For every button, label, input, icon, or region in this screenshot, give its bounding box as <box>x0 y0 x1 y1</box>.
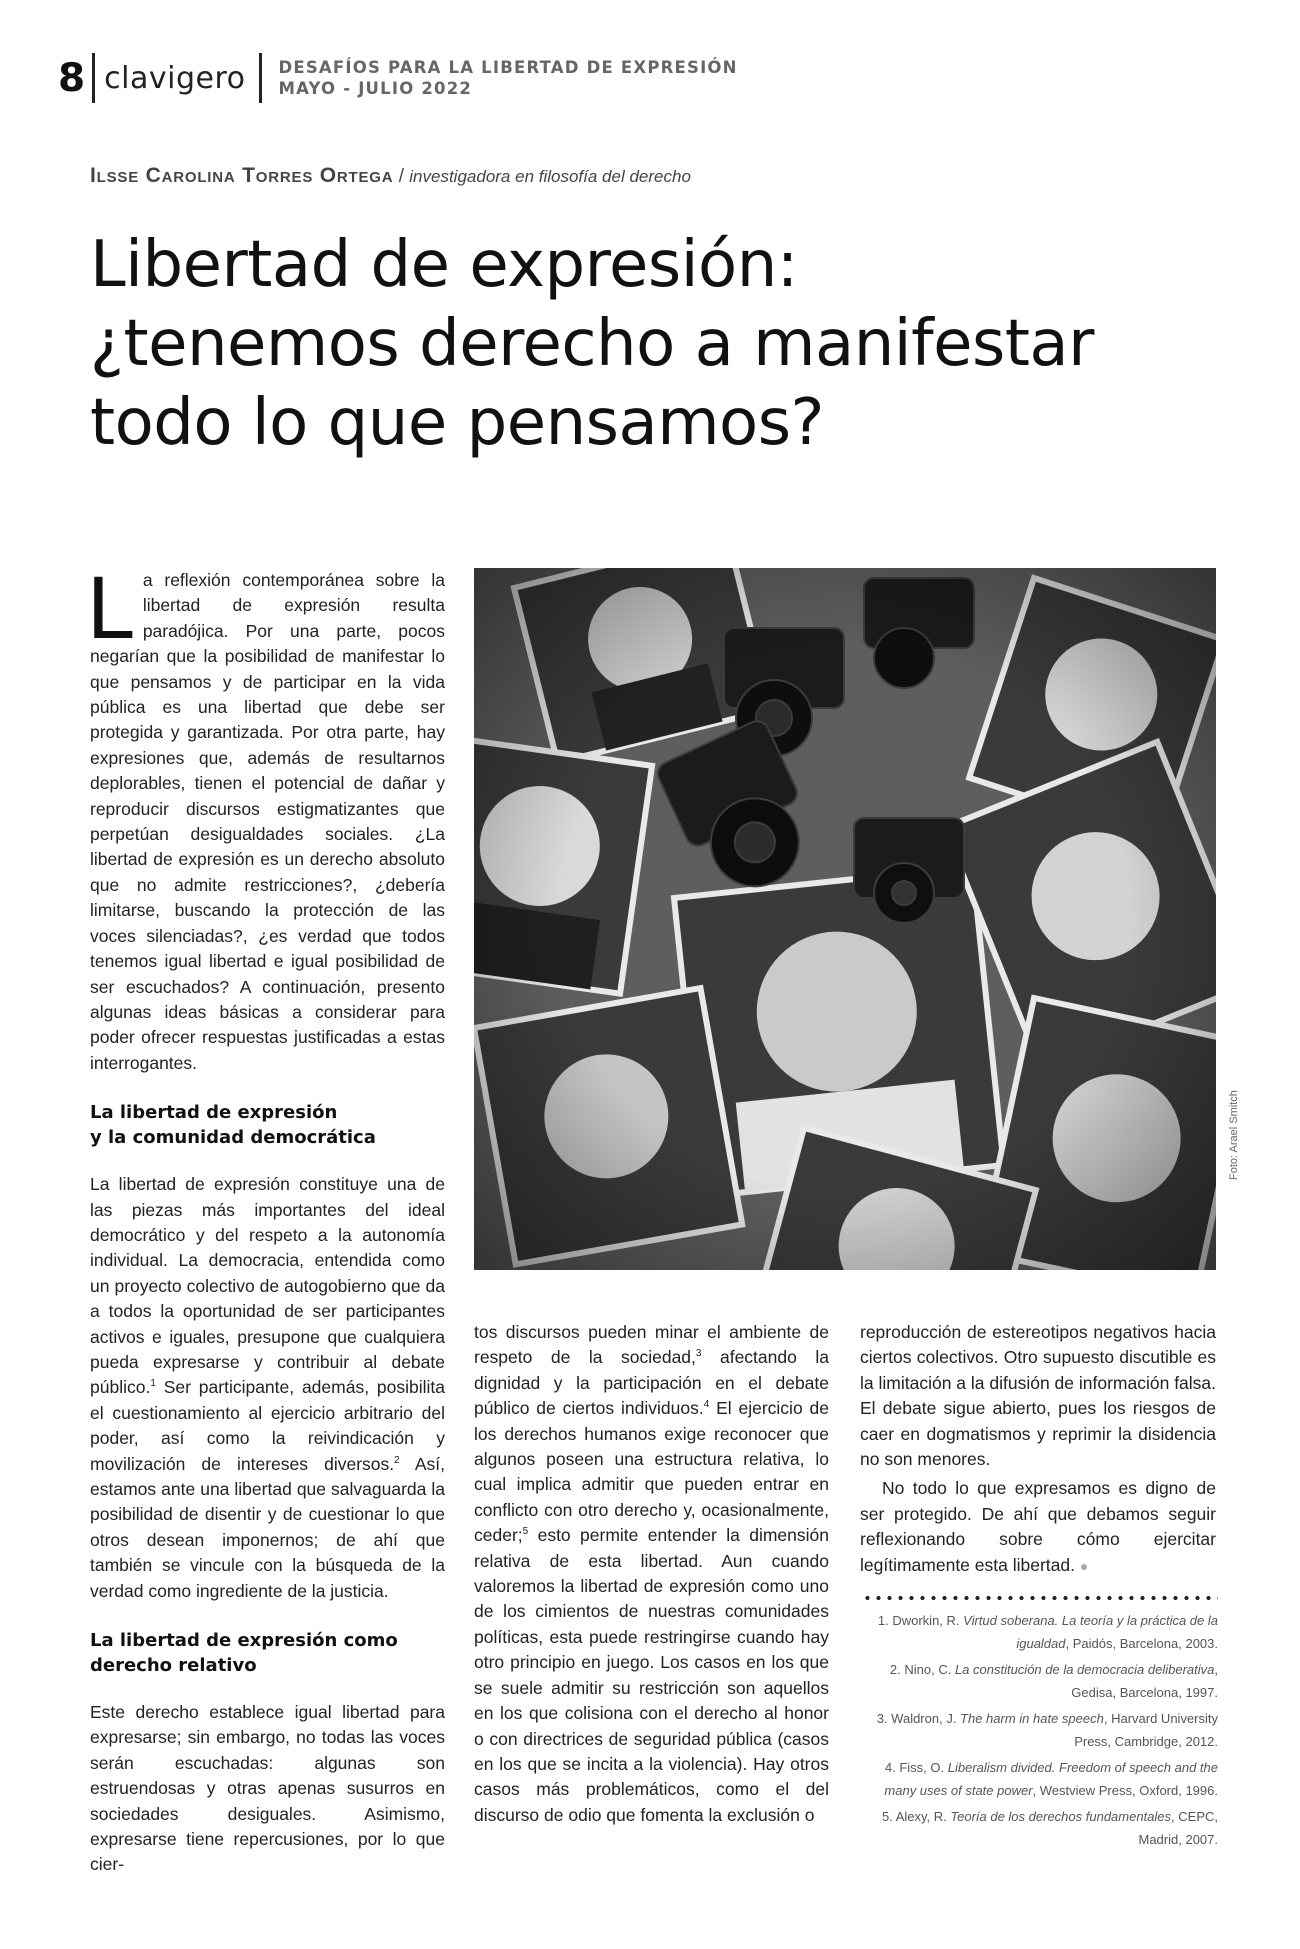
footnote <box>862 1757 1218 1802</box>
footnote-author: 2. Nino, C. <box>889 1662 955 1677</box>
photo-credit: Foto: Arael Smitch <box>1228 1090 1240 1180</box>
intro-paragraph <box>86 560 445 1076</box>
end-mark-icon: ● <box>1079 1557 1089 1574</box>
header-divider <box>259 53 262 103</box>
paragraph-text: Así, estamos ante una libertad que salvaguarda la posibilidad de disentir y de cuestionar lo que otros desean imponernos; de ahí que también se vincule con la búsqueda de la verdad como ingrediente de la justicia. <box>90 1453 445 1601</box>
body-paragraph: reproducción de estereotipos negativos hacia ciertos colectivos. Otro supuesto discutible es la limitación a la difusión de información falsa. El debate sigue abierto, pues los riesgos de caer en dogmatismos y reprimir la disidencia no son menores. <box>860 1322 1217 1470</box>
author-role: investigadora en filosofía del derecho <box>409 167 691 186</box>
footnote-title: La constitución de la democracia deliberativa <box>954 1662 1215 1677</box>
paragraph-text: tos discursos pueden minar el ambiente de respeto de la sociedad, <box>474 1322 829 1368</box>
body-paragraph: Este derecho establece igual libertad para expresarse; sin embargo, no todas las voces serán escuchadas: algunas son estruendosas y otras apenas susurros en sociedades desiguales. Asimismo, expresarse tiene repercusiones, por lo que cier- <box>90 1702 445 1875</box>
body-paragraph <box>474 1320 829 1828</box>
paragraph-text: esto permite entender la dimensión relativa de esta libertad. Aun cuando valoremos la libertad de expresión como uno de los cimientos de nuestras comunidades políticas, esta puede restringirse cuando hay otro principio en juego. Los casos en los que se suele admitir su restricción son aquellos en los que colisiona con el derecho al honor o con directrices de seguridad pública (casos en los que se incita a la violencia). Hay otros casos más problemáticos, como el del discurso de odio que fomenta la exclusión o <box>474 1525 829 1825</box>
footnote-ref[interactable]: 3 <box>695 1348 702 1360</box>
section-heading <box>90 1628 445 1678</box>
page-number: 8 <box>58 55 86 101</box>
paragraph-text: La libertad de expresión constituye una de las piezas más importantes del ideal democrático y del respeto a la autonomía individual. La democracia, entendida como un proyecto colectivo de autogobierno que da a todos la oportunidad de ser participantes activos e iguales, presupone que cualquiera pueda expresarse y contribuir al debate público. <box>90 1174 445 1398</box>
footnote-author: 4. Fiss, O. <box>884 1760 948 1775</box>
footnote-ref[interactable]: 2 <box>394 1454 400 1466</box>
footnote <box>862 1708 1218 1753</box>
title-line: Libertad de expresión: <box>90 228 798 302</box>
footnote-ref[interactable]: 1 <box>150 1378 156 1390</box>
byline <box>90 164 691 188</box>
footnote-title: Virtud soberana. La teoría y la práctica de la igualdad <box>963 1613 1218 1651</box>
footnote-publisher: , Gedisa, Barcelona, 1997. <box>1071 1662 1218 1700</box>
issue-info <box>278 57 737 99</box>
heading-line: La libertad de expresión como <box>90 1630 398 1652</box>
footnote-publisher: , Harvard University Press, Cambridge, 2012. <box>1074 1711 1218 1749</box>
title-line: ¿tenemos derecho a manifestar <box>90 307 1094 381</box>
heading-line: La libertad de expresión <box>90 1102 338 1124</box>
page-header <box>58 50 738 106</box>
drop-cap: L <box>86 560 133 658</box>
title-line: todo lo que pensamos? <box>90 386 824 460</box>
heading-line: derecho relativo <box>90 1655 257 1677</box>
article-title <box>90 226 1250 463</box>
issue-date: MAYO - JULIO 2022 <box>278 79 473 98</box>
paragraph-text: Ser participante, además, posibilita el cuestionamiento al ejercicio arbitrario del poder, así como la reivindicación y movilización de intereses diversos. <box>90 1377 445 1474</box>
footnotes-list <box>862 1610 1218 1855</box>
footnote-publisher: , Paidós, Barcelona, 2003. <box>1065 1635 1218 1651</box>
photo-collage-icon <box>474 568 1216 1270</box>
magazine-name: clavigero <box>104 60 246 96</box>
section-heading <box>90 1100 445 1150</box>
footnote <box>862 1806 1218 1851</box>
footnote <box>862 1659 1218 1704</box>
paragraph-text: No todo lo que expresamos es digno de ser protegido. De ahí que debamos seguir reflexionando sobre cómo ejercitar legítimamente esta libertad. <box>860 1478 1216 1575</box>
heading-line: y la comunidad democrática <box>90 1127 376 1149</box>
body-paragraph <box>90 1172 445 1604</box>
paragraph-text: El ejercicio de los derechos humanos exige reconocer que algunos poseen una estructura relativa, lo cual implica admitir que pueden entrar en conflicto con otro derecho y, ocasionalmente, ceder; <box>474 1398 829 1546</box>
footnote-title: The harm in hate speech <box>960 1711 1104 1726</box>
paragraph-text: afectando la dignidad y la participación en el debate público de ciertos individuos. <box>474 1347 829 1419</box>
footnote-author: 1. Dworkin, R. <box>877 1613 964 1628</box>
footnote-ref[interactable]: 4 <box>703 1399 710 1411</box>
body-paragraph <box>860 1476 1216 1579</box>
section-name: DESAFÍOS PARA LA LIBERTAD DE EXPRESIÓN <box>278 58 738 77</box>
footnote-ref[interactable]: 5 <box>522 1526 529 1538</box>
footnote-publisher: , Westview Press, Oxford, 1996. <box>1032 1782 1218 1798</box>
text-column-2 <box>474 1320 829 1828</box>
footnote-title: Teoría de los derechos fundamentales <box>950 1809 1172 1824</box>
byline-separator: / <box>393 166 410 187</box>
footnote-publisher: , CEPC, Madrid, 2007. <box>1138 1809 1218 1847</box>
text-column-1 <box>86 560 445 1878</box>
footnote-title: Liberalism divided. Freedom of speech and the many uses of state power <box>884 1760 1218 1798</box>
text-column-3 <box>860 1320 1216 1579</box>
header-divider <box>92 53 95 103</box>
footnote-author: 3. Waldron, J. <box>876 1711 961 1726</box>
article-photo <box>474 568 1216 1270</box>
footnote-author: 5. Alexy, R. <box>881 1809 951 1824</box>
footnote <box>862 1610 1218 1655</box>
author-name: Ilsse Carolina Torres Ortega <box>90 164 394 187</box>
footnotes-divider <box>862 1595 1218 1601</box>
intro-text: a reflexión contemporánea sobre la libertad de expresión resulta paradójica. Por una parte, pocos negarían que la posibilidad de manifestar lo que pensamos y de participar en la vida pública es una libertad que debe ser protegida y garantizada. Por otra parte, hay expresiones que, además de resultarnos deplorables, tienen el potencial de dañar y reproducir discursos estigmatizantes que perpetúan desigualdades sociales. ¿La libertad de expresión es un derecho absoluto que no admite restricciones?, ¿debería limitarse, buscando la protección de las voces silenciadas?, ¿es verdad que todos tenemos igual libertad e igual posibilidad de ser escuchados? A continuación, presento algunas ideas básicas a considerar para poder ofrecer respuestas justificadas a estas interrogantes. <box>90 570 445 1073</box>
